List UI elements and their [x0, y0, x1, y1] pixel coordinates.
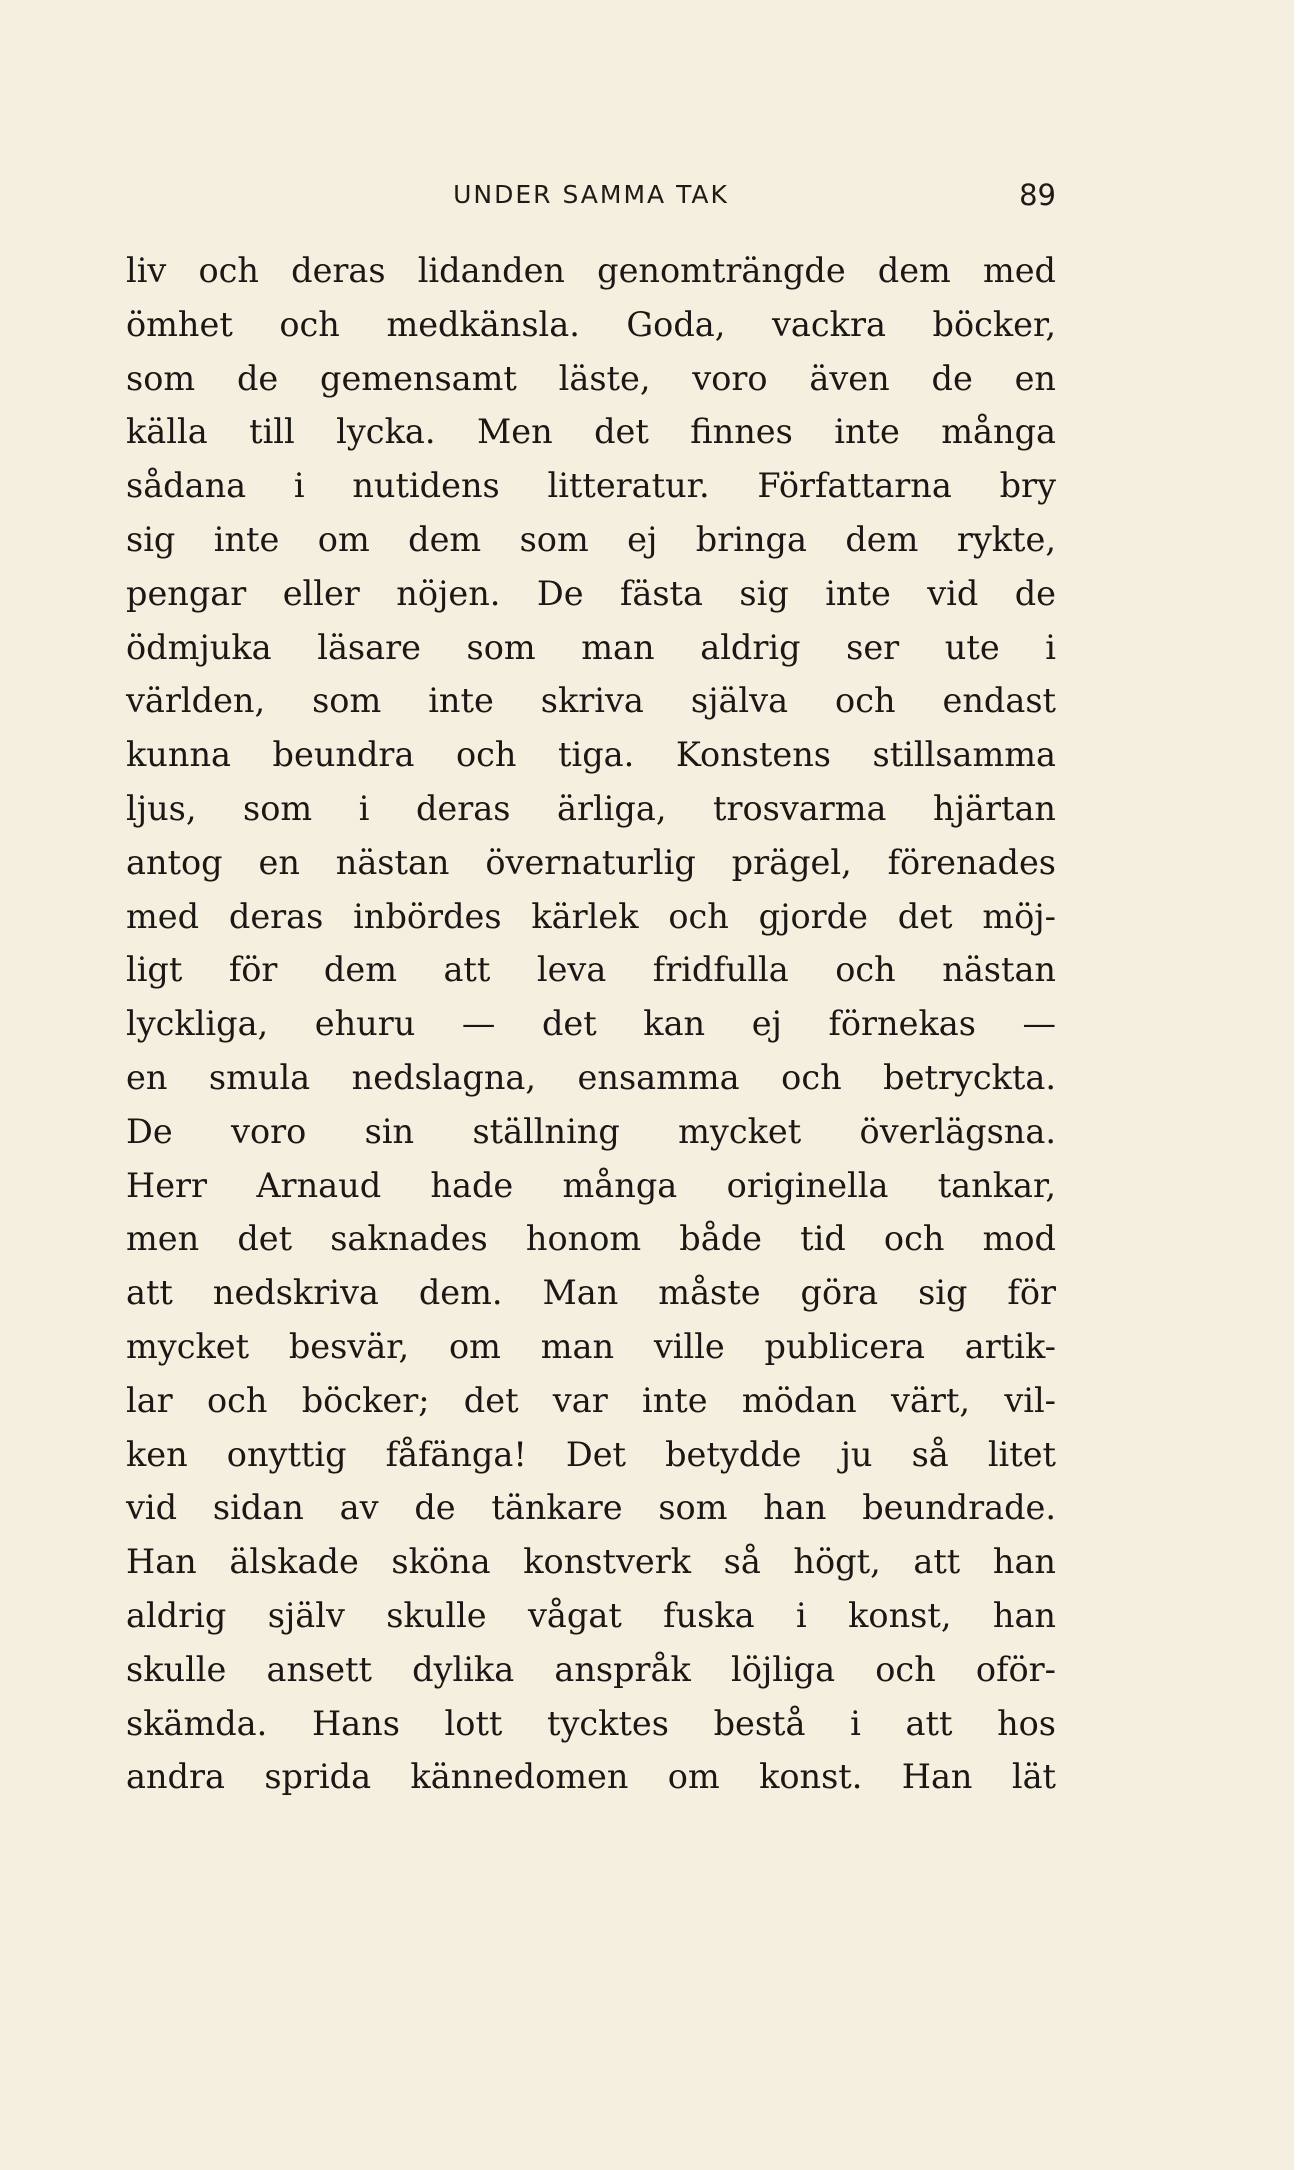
text-line: som de gemensamt läste, voro även de en [126, 358, 1056, 398]
text-line: en smula nedslagna, ensamma och betryckta. [126, 1057, 1056, 1097]
text-line: De voro sin ställning mycket överlägsna. [126, 1111, 1056, 1151]
text-line: ken onyttig fåfänga! Det betydde ju så litet [126, 1434, 1056, 1474]
body-text [126, 244, 1056, 1804]
text-line: med deras inbördes kärlek och gjorde det möj- [126, 896, 1056, 936]
text-line: skämda. Hans lott tycktes bestå i att hos [126, 1703, 1056, 1743]
text-line: sig inte om dem som ej bringa dem rykte, [126, 519, 1056, 559]
text-line: källa till lycka. Men det finnes inte många [126, 412, 1056, 452]
text-line: andra sprida kännedomen om konst. Han lät [126, 1757, 1056, 1797]
text-line: liv och deras lidanden genomträngde dem med [126, 251, 1056, 290]
text-line: Han älskade sköna konstverk så högt, att han [126, 1542, 1056, 1582]
text-line: men det saknades honom både tid och mod [126, 1219, 1056, 1259]
text-line: lar och böcker; det var inte mödan värt, vil- [126, 1380, 1056, 1420]
running-head [126, 173, 1056, 217]
text-line: ligt för dem att leva fridfulla och nästan [126, 950, 1056, 990]
text-line: sådana i nutidens litteratur. Författarna bry [126, 466, 1056, 506]
running-head-title: UNDER SAMMA TAK [453, 180, 729, 209]
text-line: att nedskriva dem. Man måste göra sig för [126, 1273, 1056, 1313]
text-line: Herr Arnaud hade många originella tankar, [126, 1165, 1056, 1205]
text-line: pengar eller nöjen. De fästa sig inte vid de [126, 573, 1056, 613]
page-number: 89 [1019, 178, 1056, 212]
text-line: kunna beundra och tiga. Konstens stillsamma [126, 735, 1056, 775]
text-line: ödmjuka läsare som man aldrig ser ute i [126, 627, 1056, 667]
text-line: lyckliga, ehuru — det kan ej förnekas — [126, 1004, 1056, 1044]
text-line: världen, som inte skriva själva och endast [126, 681, 1056, 721]
text-line: aldrig själv skulle vågat fuska i konst, han [126, 1595, 1056, 1635]
text-line: ljus, som i deras ärliga, trosvarma hjärtan [126, 788, 1056, 828]
text-line: mycket besvär, om man ville publicera artik- [126, 1326, 1056, 1366]
text-line: skulle ansett dylika anspråk löjliga och oför- [126, 1649, 1056, 1689]
text-line: antog en nästan övernaturlig prägel, förenades [126, 842, 1056, 882]
text-line: vid sidan av de tänkare som han beundrade. [126, 1488, 1056, 1528]
page-edge [1294, 0, 1304, 2170]
text-line: ömhet och medkänsla. Goda, vackra böcker, [126, 304, 1056, 344]
